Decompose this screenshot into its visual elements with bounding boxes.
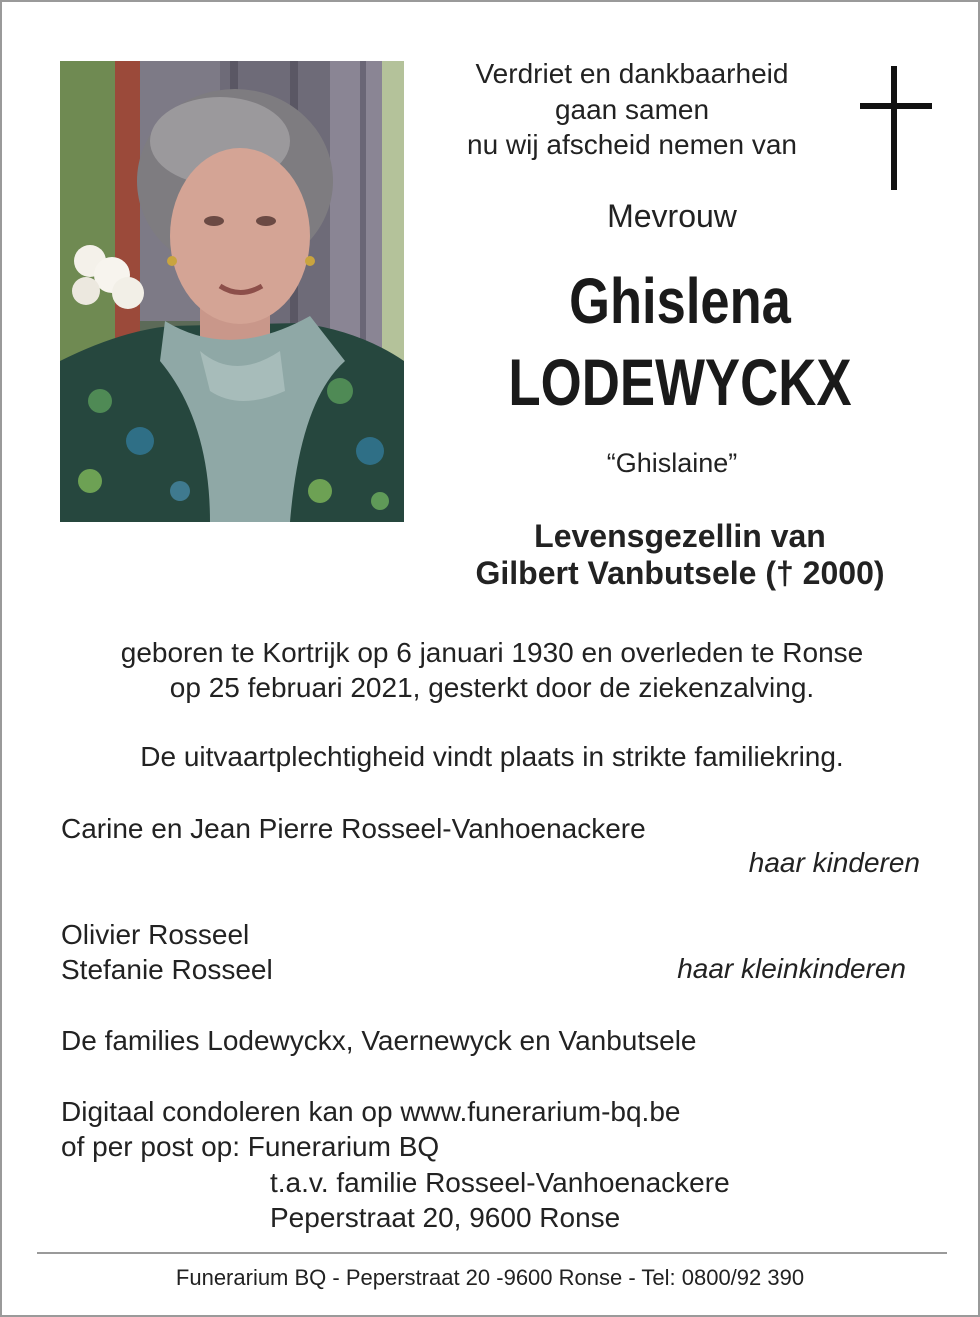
deceased-nickname: “Ghislaine” [606, 448, 738, 478]
grandchildren-label: haar kleinkinderen [677, 953, 906, 984]
condolence-line: Digitaal condoleren kan op www.funerarium-bq.be [61, 1096, 681, 1127]
deceased-last-name: LODEWYCKX [508, 345, 852, 419]
partner-line: Levensgezellin van [534, 518, 826, 554]
birth-death-details [22, 635, 962, 705]
details-line: op 25 februari 2021, gesterkt door de ziekenzalving. [169, 672, 815, 703]
details-line: geboren te Kortrijk op 6 januari 1930 en overleden te Ronse [120, 637, 864, 668]
condolence-address-line: t.a.v. familie Rosseel-Vanhoenackere [270, 1167, 730, 1198]
funeral-home-footer: Funerarium BQ - Peperstraat 20 -9600 Ronse - Tel: 0800/92 390 [175, 1265, 805, 1290]
partner-block [422, 518, 938, 592]
intro-text [422, 56, 842, 163]
families-text: De families Lodewyckx, Vaernewyck en Vanbutsele [61, 1025, 697, 1056]
children-names: Carine en Jean Pierre Rosseel-Vanhoenackere [61, 813, 646, 844]
condolence-line: of per post op: Funerarium BQ [61, 1131, 440, 1162]
intro-line: nu wij afscheid nemen van [467, 129, 797, 160]
ceremony-text: De uitvaartplechtigheid vindt plaats in strikte familiekring. [140, 741, 844, 772]
deceased-first-name: Ghislena [569, 265, 791, 337]
grandchild-name: Olivier Rosseel [61, 919, 250, 950]
grandchild-name: Stefanie Rosseel [61, 954, 273, 985]
children-label: haar kinderen [748, 847, 920, 878]
intro-line: gaan samen [554, 93, 710, 125]
condolence-address-line: Peperstraat 20, 9600 Ronse [270, 1202, 621, 1233]
partner-line: Gilbert Vanbutsele († 2000) [475, 555, 885, 591]
intro-line: Verdriet en dankbaarheid [475, 58, 789, 89]
portrait-photo [60, 61, 404, 522]
footer-divider [37, 1252, 947, 1254]
latin-cross-icon [860, 66, 932, 190]
salutation: Mevrouw [607, 198, 737, 234]
